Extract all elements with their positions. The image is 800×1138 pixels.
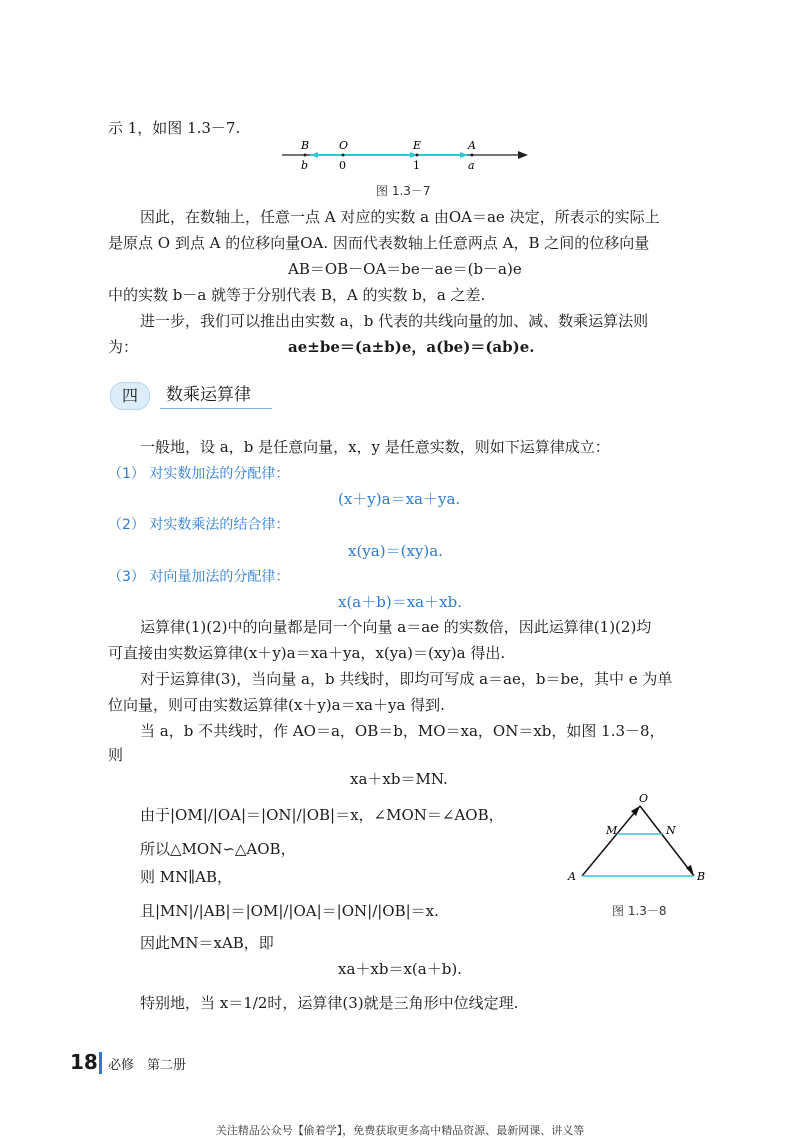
book-title: 必修 第二册 <box>108 1058 187 1073</box>
footer-divider <box>99 1052 102 1074</box>
text-line: 且|MN|/|AB|＝|OM|/|OA|＝|ON|/|OB|＝x. <box>140 902 439 920</box>
promo-note: 关注精品公众号【偷着学】，免费获取更多高中精品资源、最新网课、讲义等 <box>215 1124 585 1137</box>
text-line: 运算律(1)(2)中的向量都是同一个向量 a＝ae 的实数倍，因此运算律(1)(2)均 <box>140 618 652 636</box>
text-line: 进一步，我们可以推出由实数 a，b 代表的共线向量的加、减、数乘运算法则 <box>140 312 649 330</box>
text-line: 则 MN∥AB， <box>140 868 233 886</box>
label-b: b <box>301 159 309 172</box>
text-line: 对于运算律(3)，当向量 a，b 共线时，即均可写成 a＝ae，b＝be，其中 e 为单 <box>140 670 673 688</box>
text-line: 所以△MON∽△AOB， <box>140 840 296 858</box>
text-line: 特别地，当 x＝1/2时，运算律(3)就是三角形中位线定理. <box>140 994 519 1012</box>
text-line: 示 1，如图 1.3－7. <box>108 119 241 137</box>
label-E: E <box>413 139 422 152</box>
text-line: 可直接由实数运算律(x＋y)a＝xa＋ya，x(ya)＝(xy)a 得出. <box>108 644 506 662</box>
label-B: B <box>301 139 310 152</box>
label-A: A <box>468 139 476 152</box>
section-title: 数乘运算律 <box>166 385 251 405</box>
triangle-figure <box>560 790 720 890</box>
section-badge: 四 <box>110 382 150 410</box>
law-formula: x(a＋b)＝xa＋xb. <box>338 593 462 611</box>
label-0: 0 <box>339 159 346 172</box>
section-underline <box>160 408 272 409</box>
label-O: O <box>639 792 649 805</box>
text-line: 由于|OM|/|OA|＝|ON|/|OB|＝x，∠MON＝∠AOB， <box>140 806 504 824</box>
label-B: B <box>697 870 706 883</box>
formula-line: xa＋xb＝MN. <box>350 770 448 788</box>
formula-line: ae±be＝(a±b)e，a(be)＝(ab)e. <box>288 338 535 356</box>
label-A: A <box>568 870 576 883</box>
label-M: M <box>606 824 618 837</box>
law-title: （2） 对实数乘法的结合律： <box>108 517 290 533</box>
label-1: 1 <box>413 159 420 172</box>
text-line: 中的实数 b－a 就等于分别代表 B，A 的实数 b，a 之差. <box>108 286 486 304</box>
label-N: N <box>666 824 676 837</box>
figure-caption-1-3-7: 图 1.3－7 <box>376 184 431 198</box>
text-line: 因此，在数轴上，任意一点 A 对应的实数 a 由OA＝ae 决定，所表示的实际上 <box>140 208 660 226</box>
figure-caption-1-3-8: 图 1.3－8 <box>612 904 667 918</box>
label-a: a <box>468 159 475 172</box>
text-line: 是原点 O 到点 A 的位移向量OA. 因而代表数轴上任意两点 A，B 之间的位移向量 <box>108 234 650 252</box>
law-formula: x(ya)＝(xy)a. <box>348 542 443 560</box>
formula-line: xa＋xb＝x(a＋b). <box>338 960 462 978</box>
formula-line: AB＝OB－OA＝be－ae＝(b－a)e <box>288 260 522 278</box>
number-line-figure <box>270 138 540 178</box>
label-O: O <box>339 139 349 152</box>
text-line: 一般地，设 a，b 是任意向量，x，y 是任意实数，则如下运算律成立： <box>140 438 610 456</box>
text-line: 当 a，b 不共线时，作 AO＝a，OB＝b，MO＝xa，ON＝xb，如图 1.3－8， <box>140 722 665 740</box>
text-line: 则 <box>108 746 124 764</box>
law-title: （1） 对实数加法的分配律： <box>108 466 290 482</box>
text-line: 因此MN＝xAB，即 <box>140 934 274 952</box>
law-formula: (x＋y)a＝xa＋ya. <box>338 490 461 508</box>
page-number: 18 <box>70 1050 98 1074</box>
text-line: 为： <box>108 338 139 356</box>
text-line: 位向量，则可由实数运算律(x＋y)a＝xa＋ya 得到. <box>108 696 445 714</box>
law-title: （3） 对向量加法的分配律： <box>108 569 290 585</box>
